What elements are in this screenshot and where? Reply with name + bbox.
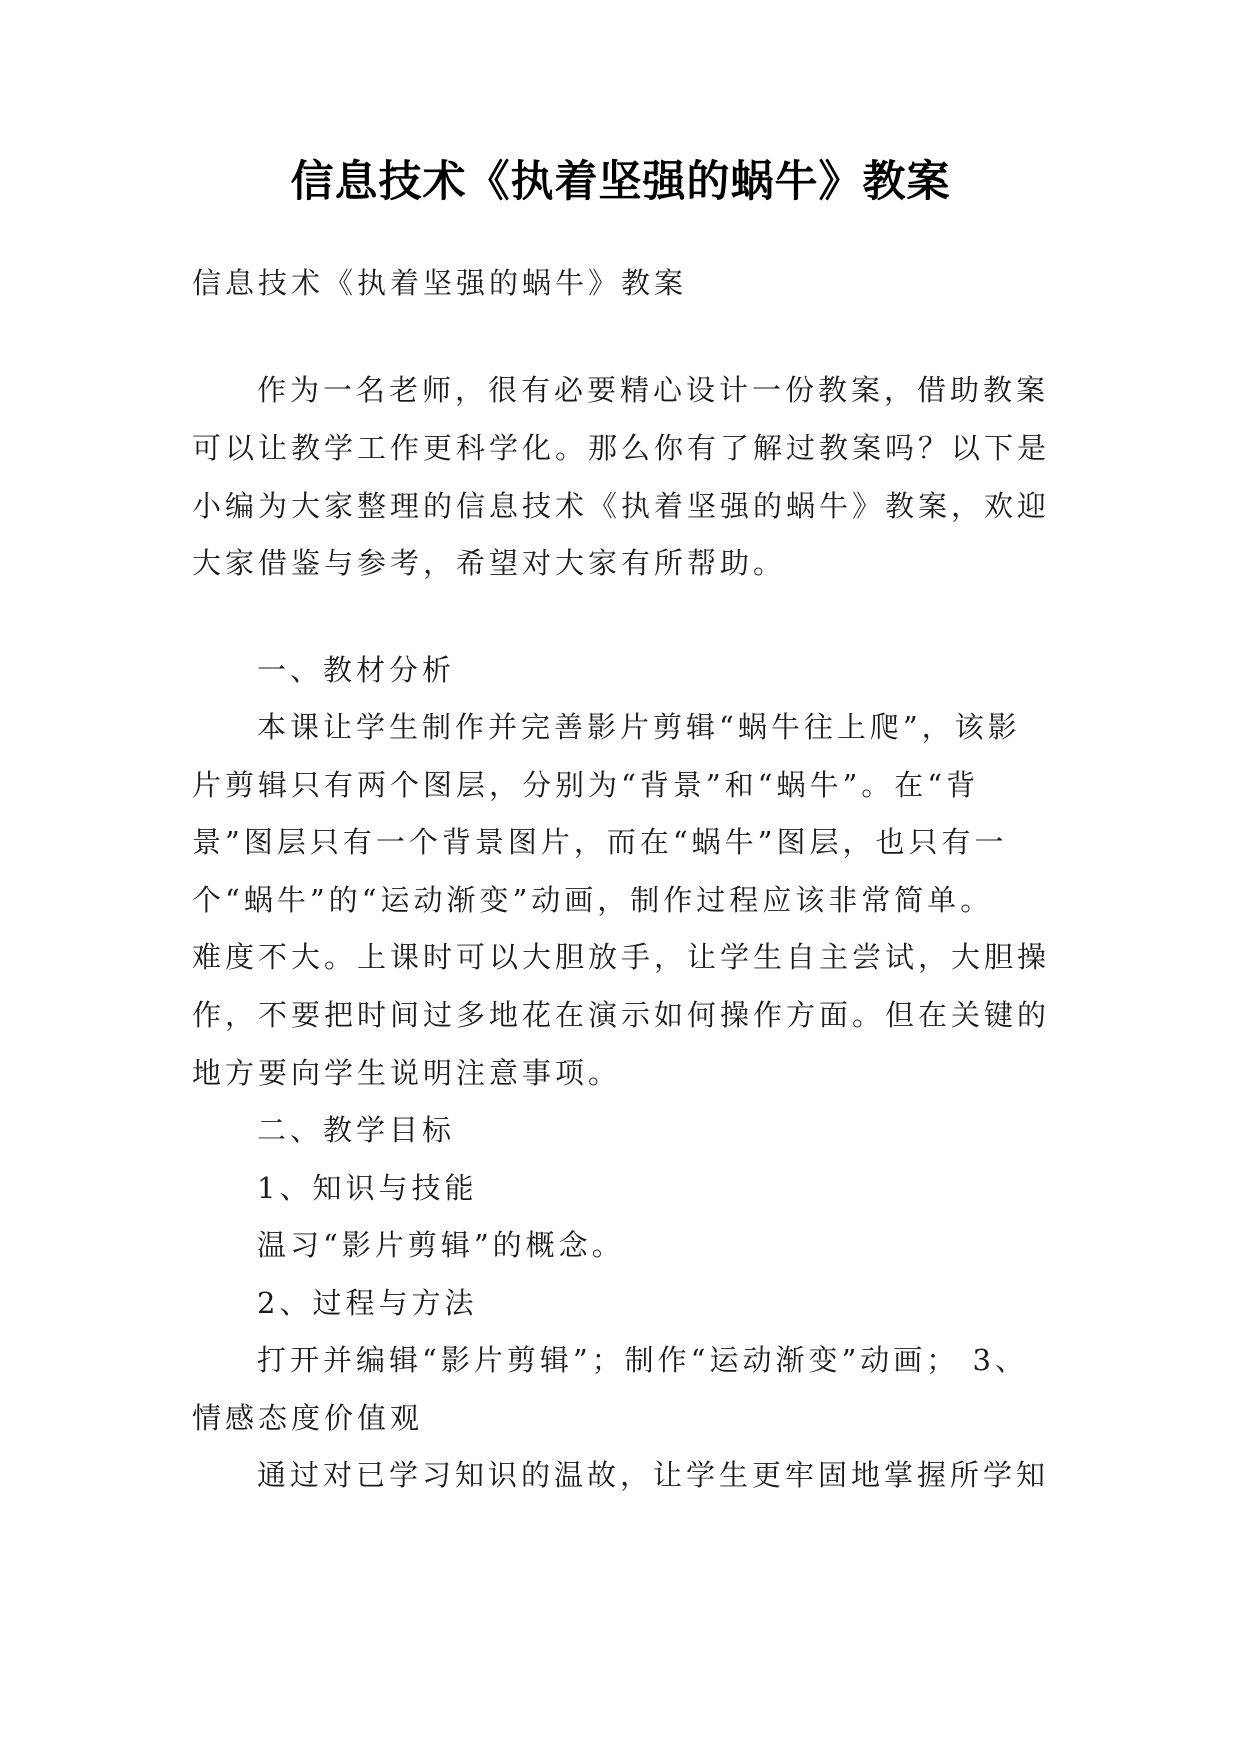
subsection-body-line: 打开并编辑“影片剪辑”；制作“运动渐变”动画； 3、 xyxy=(257,1343,1028,1377)
intro-paragraph-line: 小编为大家整理的信息技术《执着坚强的蜗牛》教案，欢迎 xyxy=(192,489,1051,523)
subsection-body-line: 温习“影片剪辑”的概念。 xyxy=(257,1228,625,1262)
intro-paragraph-line: 可以让教学工作更科学化。那么你有了解过教案吗？以下是 xyxy=(192,431,1051,465)
subsection-heading-knowledge-skills: 1、知识与技能 xyxy=(257,1171,478,1205)
section1-paragraph-line: 地方要向学生说明注意事项。 xyxy=(192,1056,622,1090)
document-title: 信息技术《执着坚强的蜗牛》教案 xyxy=(290,157,951,207)
section1-paragraph-line: 片剪辑只有两个图层，分别为“背景”和“蜗牛”。在“背 xyxy=(192,768,980,802)
intro-paragraph-line: 大家借鉴与参考，希望对大家有所帮助。 xyxy=(192,546,787,580)
section-heading-textbook-analysis: 一、教材分析 xyxy=(257,653,456,687)
section1-paragraph-line: 个“蜗牛”的“运动渐变”动画，制作过程应该非常简单。 xyxy=(192,883,994,917)
document-subtitle: 信息技术《执着坚强的蜗牛》教案 xyxy=(192,266,688,300)
section1-paragraph-line: 本课让学生制作并完善影片剪辑“蜗牛往上爬”，该影 xyxy=(257,710,1021,744)
section1-paragraph-line: 作，不要把时间过多地花在演示如何操作方面。但在关键的 xyxy=(192,998,1051,1032)
subsection-heading-process-methods: 2、过程与方法 xyxy=(257,1286,478,1320)
intro-paragraph-line: 作为一名老师，很有必要精心设计一份教案，借助教案 xyxy=(257,373,1050,407)
section-heading-teaching-objectives: 二、教学目标 xyxy=(257,1113,456,1147)
section1-paragraph-line: 景”图层只有一个背景图片，而在“蜗牛”图层，也只有一 xyxy=(192,825,1008,859)
subsection-body-line: 情感态度价值观 xyxy=(192,1401,424,1435)
section1-paragraph-line: 难度不大。上课时可以大胆放手，让学生自主尝试，大胆操 xyxy=(192,940,1051,974)
subsection-body-line: 通过对已学习知识的温故，让学生更牢固地掌握所学知 xyxy=(257,1458,1050,1492)
